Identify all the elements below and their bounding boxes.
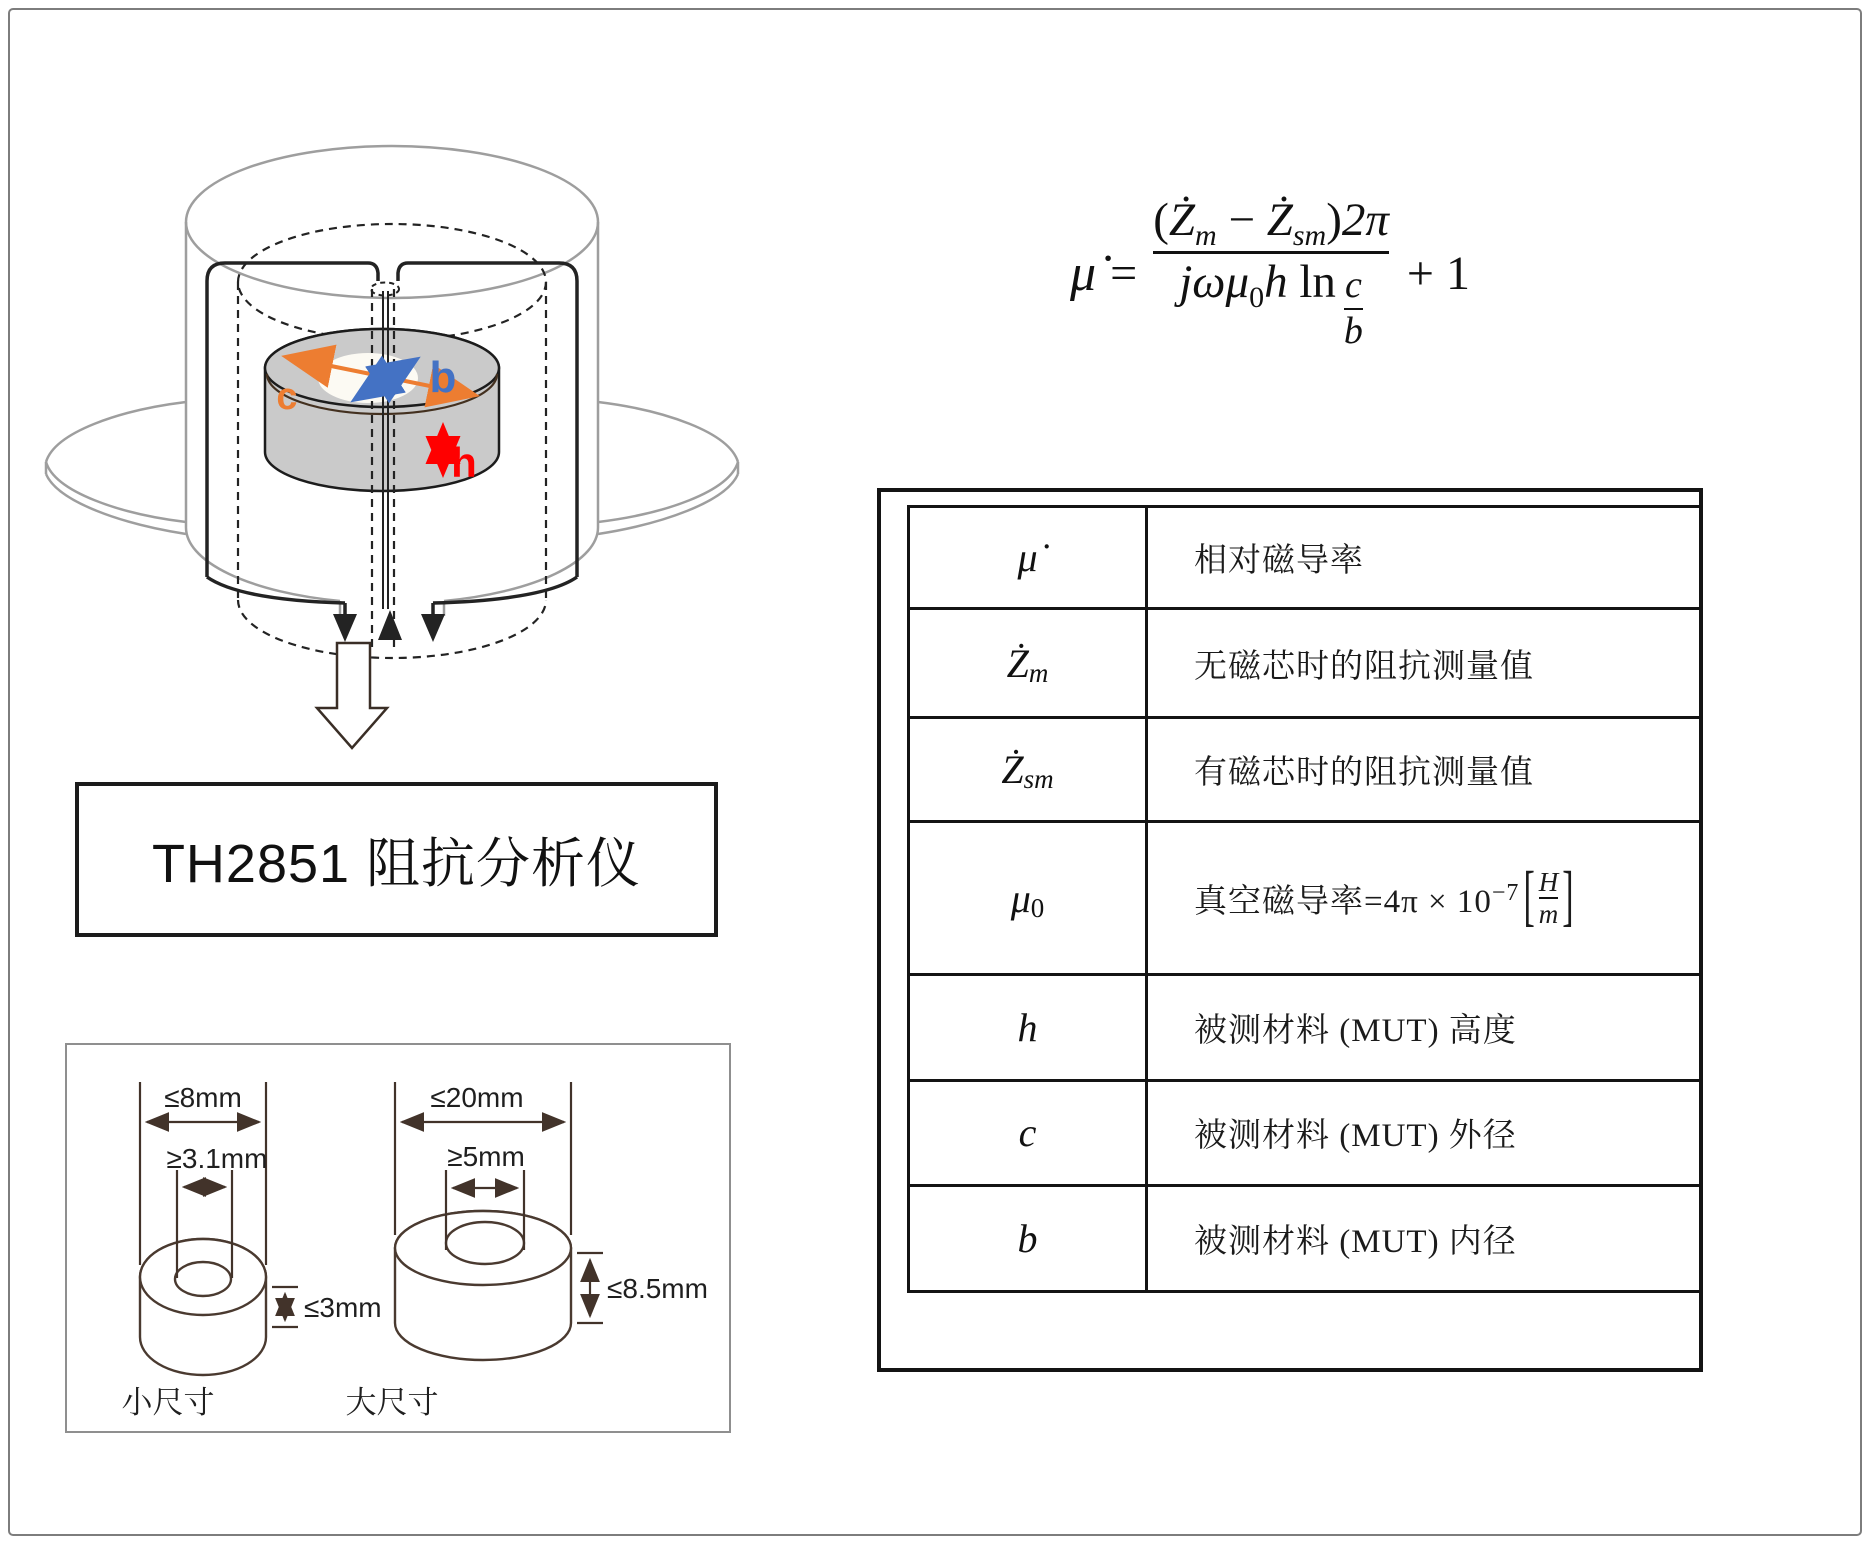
large-inner-dim: ≥5mm xyxy=(447,1141,525,1172)
small-size-label: 小尺寸 xyxy=(121,1385,215,1420)
permeability-formula xyxy=(930,168,1610,378)
small-height-dim: ≤3mm xyxy=(304,1292,382,1323)
analyzer-box xyxy=(75,782,718,937)
table-row: c 被测材料 (MUT) 外径 xyxy=(910,1082,1700,1187)
small-outer-dim: ≤8mm xyxy=(164,1082,242,1113)
table-row: Ż sm 有磁芯时的阻抗测量值 xyxy=(910,719,1700,822)
unit-fraction: H m xyxy=(1538,866,1559,930)
table-row: b 被测材料 (MUT) 内径 xyxy=(910,1187,1700,1290)
connector-arrows xyxy=(333,610,445,642)
formula-lhs: μ̇ xyxy=(1070,244,1097,302)
label-b: b xyxy=(429,353,457,402)
table-row: h 被测材料 (MUT) 高度 xyxy=(910,976,1700,1081)
fraction-bar xyxy=(1153,251,1389,254)
analyzer-label: TH2851 阻抗分析仪 xyxy=(151,834,642,894)
label-h: h xyxy=(451,439,477,486)
small-inner-dim: ≥3.1mm xyxy=(166,1143,268,1174)
formula-plus-one: + 1 xyxy=(1406,246,1470,300)
large-outer-dim: ≤20mm xyxy=(430,1082,524,1113)
ln-argument: $\frac{c}{b}$ xyxy=(1343,263,1363,353)
formula-equals: = xyxy=(1110,246,1138,300)
symbol-table xyxy=(907,505,1703,1293)
label-c: c xyxy=(276,376,298,418)
formula-numerator: ( Ż m − Ż sm ) 2π xyxy=(1153,194,1389,253)
size-panel-border xyxy=(65,1043,731,1433)
table-row: μ 0 真空磁导率=4π × 10−7 [ H m ] xyxy=(910,823,1700,977)
large-size-label: 大尺寸 xyxy=(345,1385,439,1420)
table-row: Ż m 无磁芯时的阻抗测量值 xyxy=(910,610,1700,719)
formula-denominator: jω μ 0 h ln $\frac{c}{b}$ xyxy=(1179,255,1363,353)
large-height-dim: ≤8.5mm xyxy=(607,1273,708,1304)
formula-fraction xyxy=(1153,194,1389,352)
table-row: μ̇ 相对磁导率 xyxy=(910,508,1700,610)
